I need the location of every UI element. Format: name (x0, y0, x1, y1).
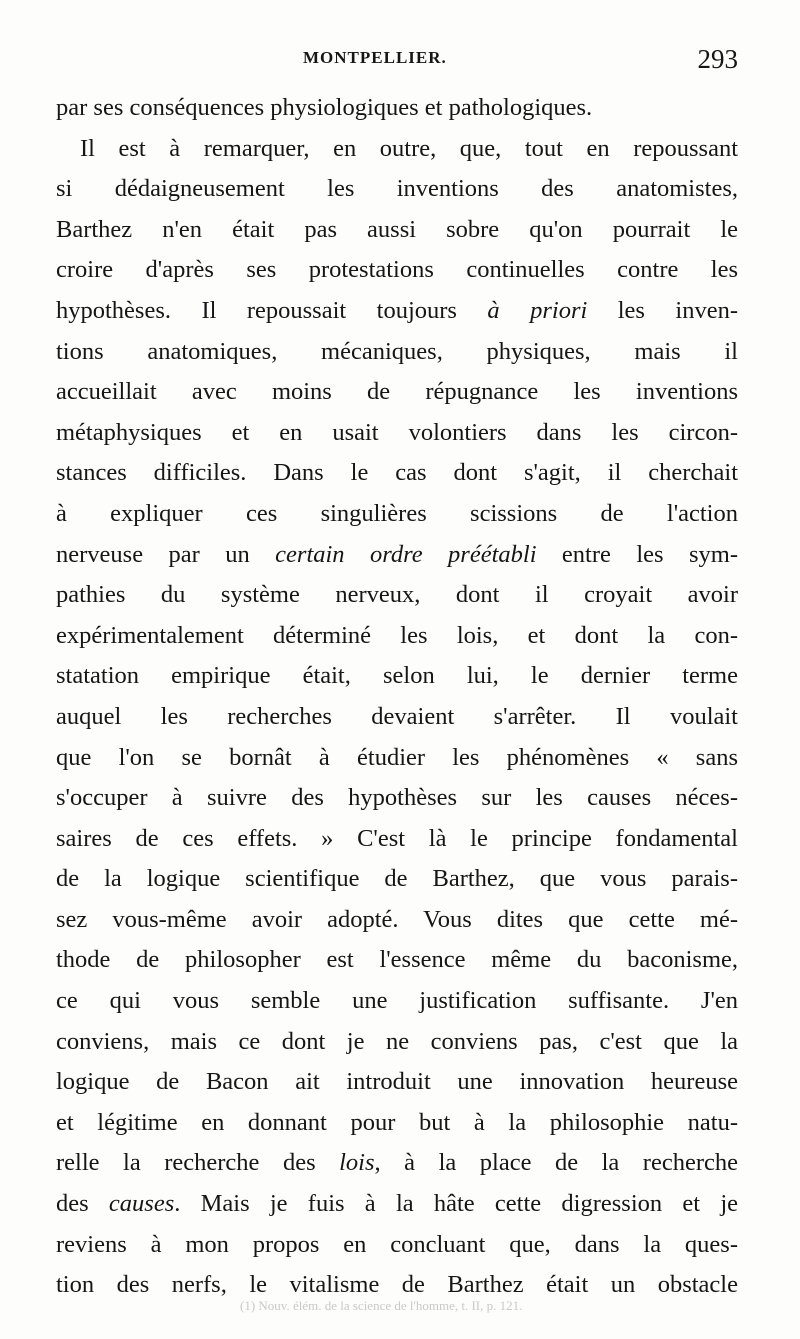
footnote-bleedthrough: (1) Nouv. élém. de la science de l'homme, t. II, p. 121. (240, 1298, 523, 1313)
text-line (56, 575, 738, 616)
text-line (56, 413, 738, 454)
text-span: Il est à remarquer, en outre, que, tout en repoussant (80, 134, 738, 162)
text-line (56, 1225, 738, 1266)
text-span: sez vous-même avoir adopté. Vous dites que cette mé- (56, 905, 738, 933)
text-span: expérimentalement déterminé les lois, et dont la con- (56, 621, 738, 649)
italic-span: à priori (487, 296, 588, 324)
italic-span: lois (339, 1149, 375, 1177)
text-line (56, 859, 738, 900)
text-line (56, 738, 738, 779)
text-span: ce qui vous semble une justification suffisante. J'en (56, 987, 738, 1015)
text-span: s'occuper à suivre des hypothèses sur les causes néces- (56, 784, 738, 812)
text-line (56, 1143, 738, 1184)
text-span: tions anatomiques, mécaniques, physiques, mais il (56, 337, 738, 365)
text-span: des (56, 1190, 109, 1218)
text-span: à expliquer ces singulières scissions de l'action (56, 499, 738, 527)
text-span: et légitime en donnant pour but à la philosophie natu- (56, 1108, 738, 1136)
text-span: . Mais je fuis à la hâte cette digression et je (174, 1190, 738, 1218)
text-line (56, 169, 738, 210)
text-line (56, 940, 738, 981)
text-line (56, 453, 738, 494)
text-line (56, 332, 738, 373)
text-line (56, 210, 738, 251)
text-span: de la logique scientifique de Barthez, que vous parais- (56, 865, 738, 893)
text-span: pathies du système nerveux, dont il croyait avoir (56, 581, 738, 609)
text-span: les inven- (587, 296, 738, 324)
text-span: thode de philosopher est l'essence même du baconisme, (56, 946, 738, 974)
text-span: stances difficiles. Dans le cas dont s'agit, il cherchait (56, 459, 738, 487)
text-line (56, 616, 738, 657)
text-span: , à la place de la recherche (374, 1149, 738, 1177)
text-line (56, 535, 738, 576)
italic-span: certain ordre préétabli (275, 540, 537, 568)
text-span: accueillait avec moins de répugnance les inventions (56, 378, 738, 406)
text-line (56, 656, 738, 697)
text-line (56, 1022, 738, 1063)
text-span: métaphysiques et en usait volontiers dans les circon- (56, 418, 738, 446)
text-line (56, 778, 738, 819)
text-span: saires de ces effets. » C'est là le principe fondamental (56, 824, 738, 852)
text-span: par ses conséquences physiologiques et pathologiques. (56, 94, 593, 121)
text-span: conviens, mais ce dont je ne conviens pas, c'est que la (56, 1027, 738, 1055)
text-line (56, 1184, 738, 1225)
text-line (56, 981, 738, 1022)
text-line (56, 250, 738, 291)
text-span: auquel les recherches devaient s'arrêter. Il voulait (56, 702, 738, 730)
text-span: statation empirique était, selon lui, le dernier terme (56, 662, 738, 690)
page-number: 293 (697, 44, 738, 74)
text-span: Barthez n'en était pas aussi sobre qu'on pourrait le (56, 215, 738, 243)
text-line (56, 900, 738, 941)
text-line (56, 88, 738, 129)
text-line (56, 129, 738, 170)
text-line (56, 697, 738, 738)
text-span: tion des nerfs, le vitalisme de Barthez était un obstacle (56, 1271, 738, 1299)
text-line (56, 494, 738, 535)
text-line (56, 291, 738, 332)
text-span: nerveuse par un (56, 540, 276, 568)
text-span: logique de Bacon ait introduit une innovation heureuse (56, 1068, 738, 1096)
italic-span: causes (108, 1190, 175, 1218)
text-span: hypothèses. Il repoussait toujours (56, 296, 488, 324)
text-span: croire d'après ses protestations continuelles contre les (56, 256, 738, 284)
running-head: MONTPELLIER. (303, 48, 447, 67)
text-span: entre les sym- (536, 540, 738, 568)
text-line (56, 372, 738, 413)
text-span: que l'on se bornât à étudier les phénomènes « sans (56, 743, 738, 771)
text-span: relle la recherche des (56, 1149, 340, 1177)
text-span: reviens à mon propos en concluant que, dans la ques- (56, 1230, 738, 1258)
text-line (56, 819, 738, 860)
text-span: si dédaigneusement les inventions des anatomistes, (56, 175, 738, 203)
text-line (56, 1062, 738, 1103)
body-text (56, 88, 738, 1306)
page-header (50, 44, 740, 80)
text-line (56, 1103, 738, 1144)
